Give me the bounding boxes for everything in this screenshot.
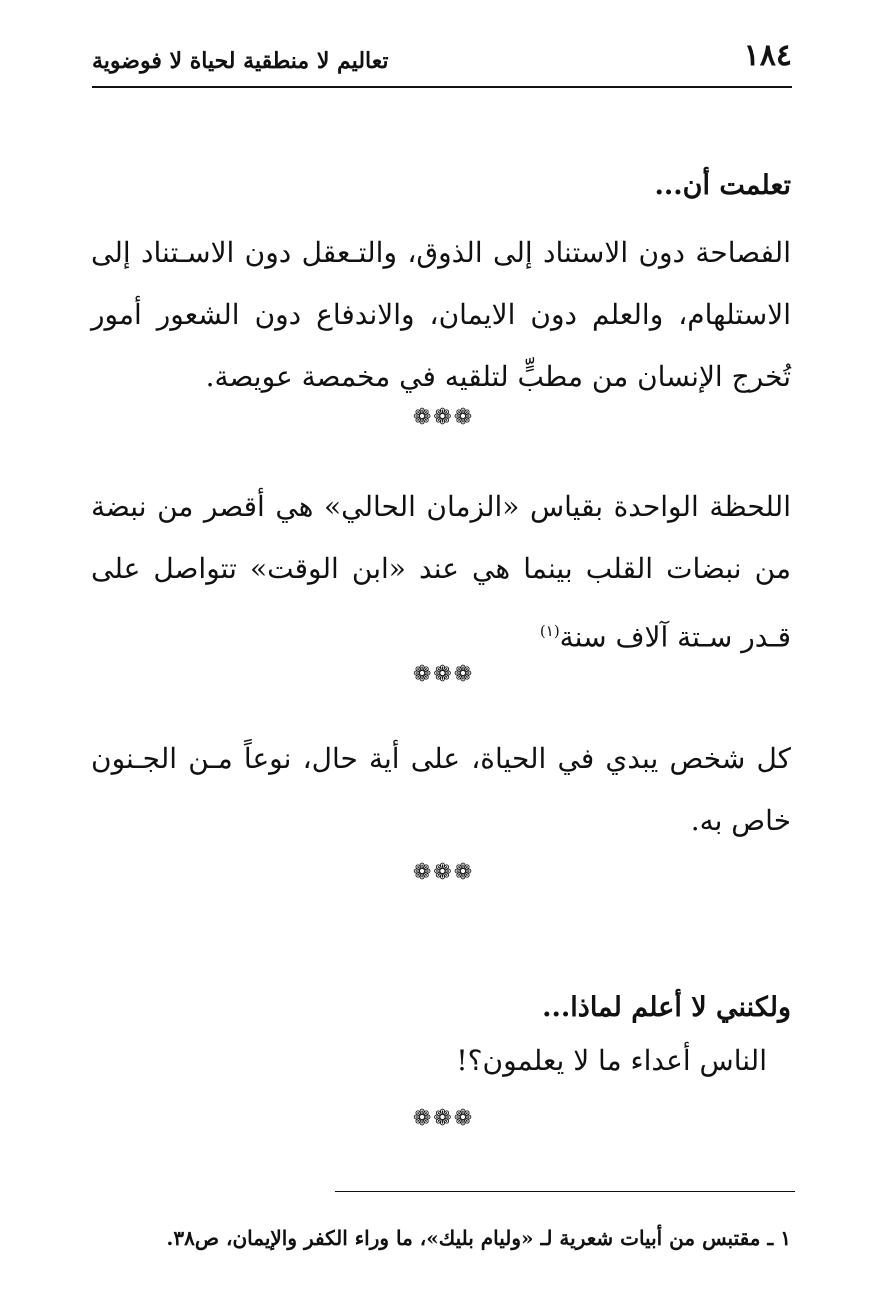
paragraph-madness: كل شخص يبدي في الحياة، على أية حال، نوعاً مـن الجـنون خاص به. <box>91 742 791 837</box>
separator-2: ❁❁❁ <box>412 662 475 687</box>
section-heading-why: ولكنني لا أعلم لماذا... <box>542 992 791 1023</box>
page-header <box>92 36 792 88</box>
running-title: تعاليم لا منطقية لحياة لا فوضوية <box>92 48 389 74</box>
separator-3: ❁❁❁ <box>412 860 475 885</box>
page-number: ١٨٤ <box>743 38 792 73</box>
section-heading-learned: تعلمت أن... <box>654 170 791 201</box>
paragraph-moment-text: اللحظة الواحدة بقياس «الزمان الحالي» هي أقصر من نبضة من نبضات القلب بينما هي عند «ابن الوقت» تتواصل على قـدر سـتة آلاف سنة <box>91 490 791 654</box>
footnote: ١ ـ مقتبس من أبيات شعرية لـ «وليام بليك»، ما وراء الكفر والإيمان، ص٣٨. <box>166 1226 791 1250</box>
paragraph-enemies: الناس أعداء ما لا يعلمون؟! <box>456 1044 767 1077</box>
separator-1: ❁❁❁ <box>412 405 475 430</box>
paragraph-moment <box>91 476 791 668</box>
footnote-marker: (١) <box>539 622 560 640</box>
footnote-divider <box>335 1191 795 1192</box>
separator-4: ❁❁❁ <box>412 1106 475 1131</box>
paragraph-eloquence: الفصاحة دون الاستناد إلى الذوق، والتـعقل دون الاسـتناد إلى الاستلهام، والعلم دون الايمان، والاندفاع دون الشعور أمور تُخرج الإنسان من مطبٍّ لتلقيه في مخمصة عويصة. <box>91 236 791 393</box>
